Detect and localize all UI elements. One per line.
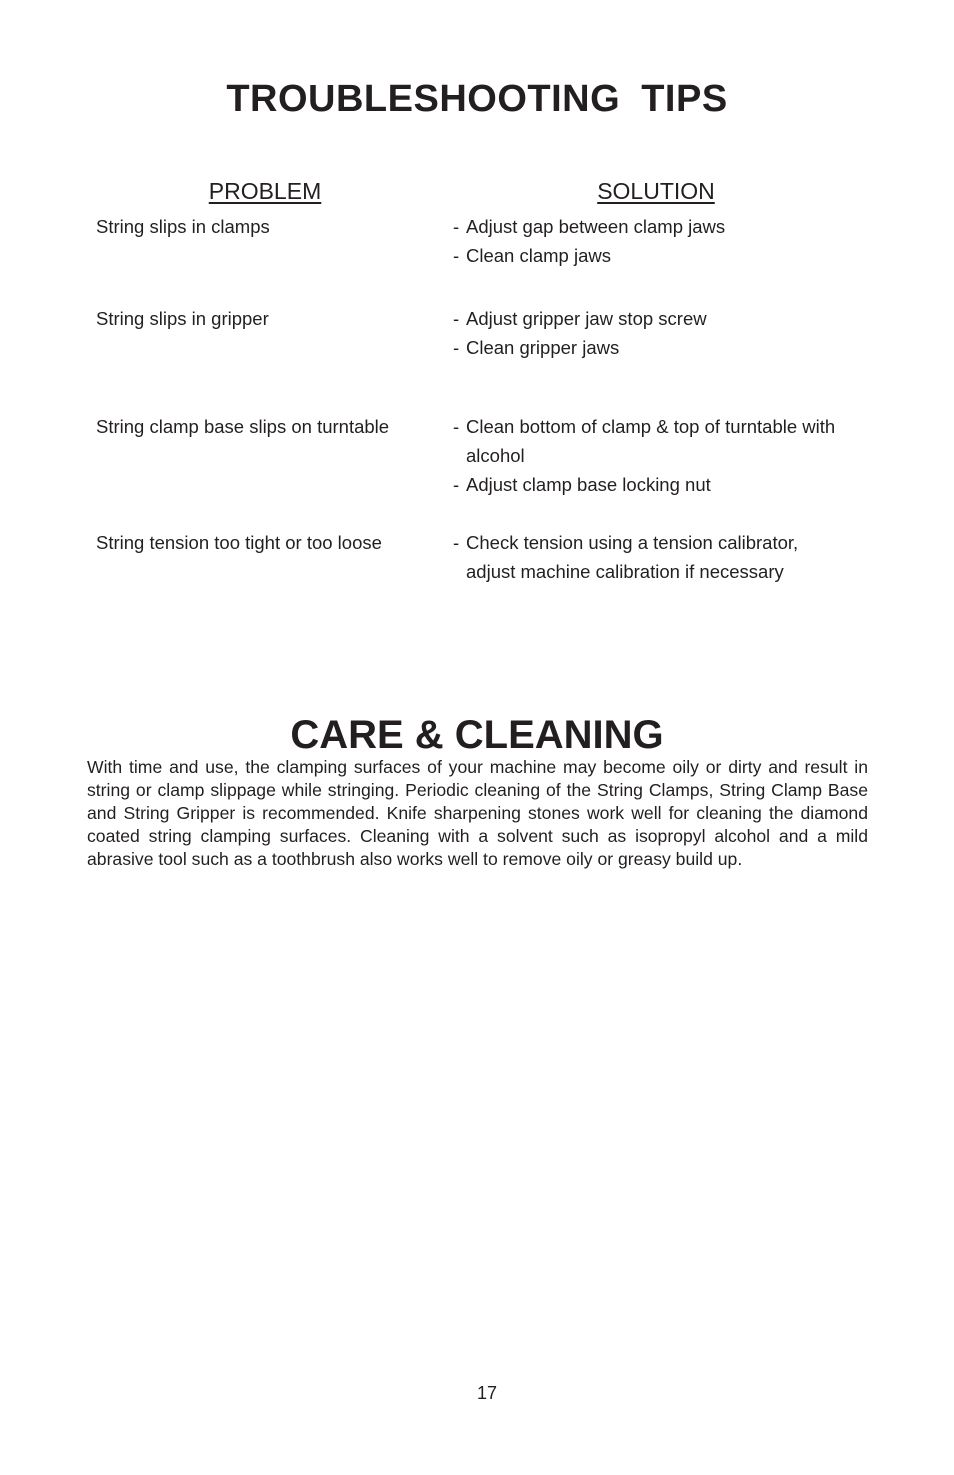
solution-item bbox=[453, 212, 913, 241]
solution-text: Clean bottom of clamp & top of turntable with bbox=[466, 416, 836, 437]
problem-text: String slips in gripper bbox=[96, 308, 269, 329]
troubleshooting-title: TROUBLESHOOTING TIPS bbox=[226, 78, 728, 120]
solution-item bbox=[453, 333, 913, 362]
solution-item bbox=[453, 304, 913, 333]
care-cleaning-paragraph: With time and use, the clamping surfaces of your machine may become oily or dirty and result in string or clamp slippage while stringing. Periodic cleaning of the String Clamps, String Clamp Base and String Gripper is recommended. Knife sharpening stones work well for cleaning the diamond coated string clamping surfaces. Cleaning with a solvent such as isopropyl alcohol and a mild abrasive tool such as a toothbrush also works well to remove oily or greasy build up. bbox=[87, 757, 868, 869]
bullet-dash: - bbox=[453, 337, 460, 358]
solution-item bbox=[453, 241, 913, 270]
bullet-dash: - bbox=[453, 216, 460, 237]
solution-text: adjust machine calibration if necessary bbox=[466, 561, 784, 582]
solution-text: Adjust gap between clamp jaws bbox=[466, 216, 726, 237]
solution-text: Check tension using a tension calibrator, bbox=[466, 532, 799, 553]
care-cleaning-title: CARE & CLEANING bbox=[290, 713, 664, 757]
bullet-dash: - bbox=[453, 308, 460, 329]
solution-item bbox=[453, 470, 913, 499]
solution-list bbox=[453, 528, 913, 586]
problem-text: String clamp base slips on turntable bbox=[96, 416, 390, 437]
solution-list bbox=[453, 304, 913, 362]
solution-text: Adjust gripper jaw stop screw bbox=[466, 308, 707, 329]
solution-text: Clean clamp jaws bbox=[466, 245, 611, 266]
solution-list bbox=[453, 212, 913, 270]
solution-item bbox=[453, 528, 913, 586]
bullet-dash: - bbox=[453, 245, 460, 266]
bullet-dash: - bbox=[453, 532, 460, 553]
solution-item bbox=[453, 412, 913, 470]
solution-text: alcohol bbox=[466, 445, 525, 466]
solution-column-header: SOLUTION bbox=[597, 178, 715, 204]
solution-text: Adjust clamp base locking nut bbox=[466, 474, 711, 495]
problem-column-header: PROBLEM bbox=[208, 178, 322, 204]
solution-list bbox=[453, 412, 913, 499]
bullet-dash: - bbox=[453, 416, 460, 437]
page-number: 17 bbox=[476, 1383, 498, 1403]
bullet-dash: - bbox=[453, 474, 460, 495]
problem-text: String slips in clamps bbox=[96, 216, 270, 237]
problem-text: String tension too tight or too loose bbox=[96, 532, 382, 553]
solution-text: Clean gripper jaws bbox=[466, 337, 620, 358]
